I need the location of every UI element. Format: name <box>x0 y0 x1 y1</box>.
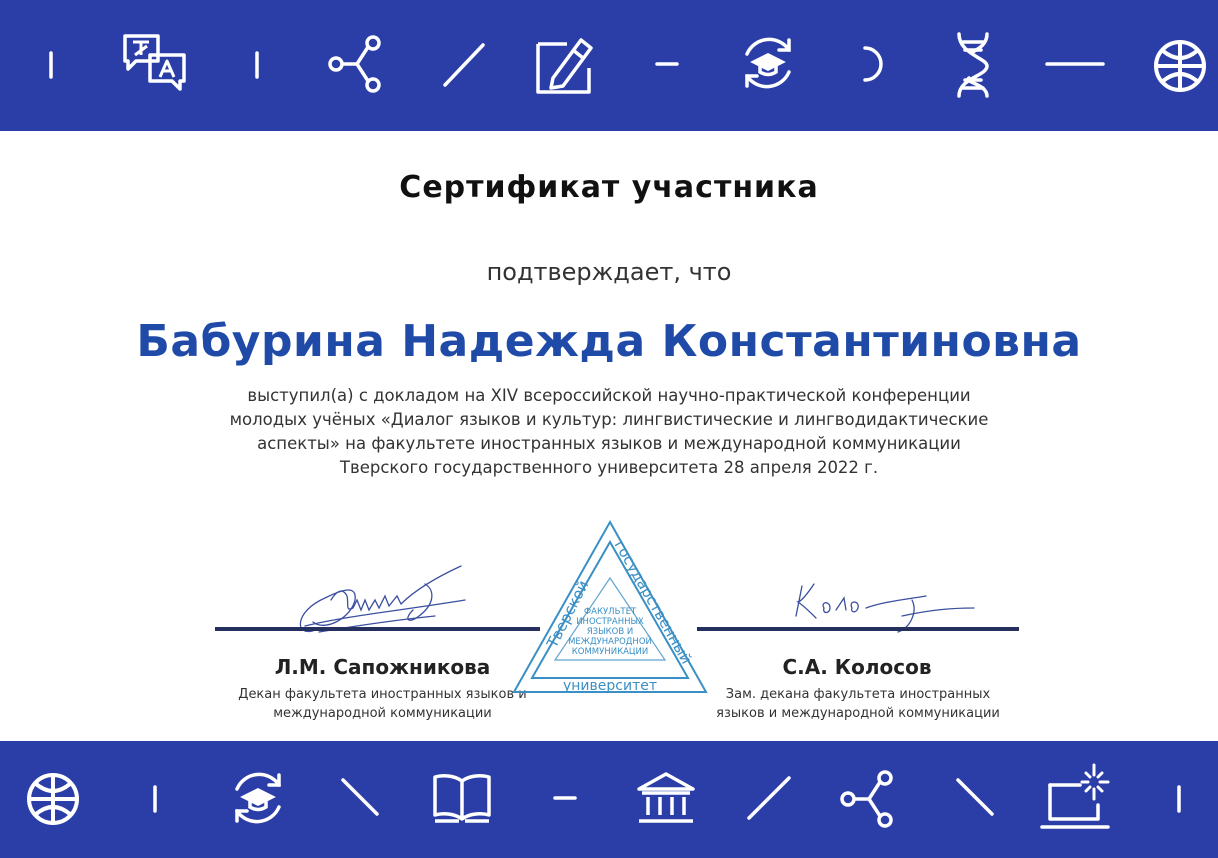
right-signatory-role <box>688 685 1028 723</box>
description-line: Тверского государственного университета 28 апреля 2022 г. <box>339 458 879 477</box>
stamp-inner-line: ЯЗЫКОВ И <box>586 627 634 637</box>
bar-mark-icon <box>46 51 56 79</box>
university-stamp <box>510 518 710 698</box>
role-line: языков и международной коммуникации <box>716 706 1000 721</box>
stamp-inner-line: КОММУНИКАЦИИ <box>571 647 649 657</box>
edit-document-icon <box>533 32 597 96</box>
bar-mark-icon <box>252 51 262 79</box>
left-signatory-role <box>205 685 560 723</box>
stamp-bottom-text: университет <box>562 678 658 694</box>
backslash-mark-icon <box>340 777 380 817</box>
basketball-icon <box>25 771 81 827</box>
description-line: выступил(а) с докладом на XIV всероссийской научно-практической конференции <box>247 386 971 405</box>
arc-mark-icon <box>861 44 885 84</box>
open-book-icon <box>432 773 492 825</box>
role-line: Зам. декана факультета иностранных <box>725 687 991 702</box>
network-nodes-icon <box>839 769 895 829</box>
description-line: аспекты» на факультете иностранных языков и международной коммуникации <box>257 434 961 453</box>
slash-mark-icon <box>442 42 486 88</box>
stamp-inner-line: ИНОСТРАННЫХ <box>576 617 644 627</box>
graduation-cycle-icon <box>737 32 799 94</box>
laptop-spark-icon <box>1040 761 1112 831</box>
certificate-title: Сертификат участника <box>399 170 819 205</box>
bottom-decorative-band <box>0 741 1218 858</box>
stamp-inner-line: МЕЖДУНАРОДНОЙ <box>568 637 652 647</box>
dash-mark-icon <box>553 795 577 801</box>
dna-icon <box>953 32 993 98</box>
right-signature-line <box>697 627 1019 631</box>
graduation-cycle-icon <box>227 767 289 829</box>
role-line: Декан факультета иностранных языков и <box>238 687 527 702</box>
left-signatory-name: Л.М. Сапожникова <box>274 655 491 679</box>
role-line: международной коммуникации <box>273 706 492 721</box>
slash-mark-icon <box>746 775 792 821</box>
bar-mark-icon <box>1174 785 1184 813</box>
dash-mark-icon <box>655 61 679 67</box>
confirmation-text: подтверждает, что <box>486 258 732 286</box>
dean-signature <box>285 560 495 650</box>
stamp-right-text: государственный <box>610 537 696 668</box>
backslash-mark-icon <box>955 777 995 817</box>
right-signatory-name: С.А. Колосов <box>782 655 932 679</box>
left-signature-line <box>215 627 540 631</box>
museum-icon <box>636 771 696 825</box>
description-line: молодых учёных «Диалог языков и культур: лингвистические и лингводидактические <box>229 410 989 429</box>
network-nodes-icon <box>327 34 383 94</box>
long-dash-mark-icon <box>1045 61 1105 67</box>
bar-mark-icon <box>150 785 160 813</box>
top-decorative-band <box>0 0 1218 131</box>
participant-name: Бабурина Надежда Константиновна <box>136 316 1082 367</box>
stamp-left-text: Тверской <box>543 577 593 651</box>
certificate-description <box>200 384 1018 480</box>
translate-icon <box>122 33 188 93</box>
stamp-inner-line: ФАКУЛЬТЕТ <box>583 607 637 617</box>
basketball-icon <box>1152 38 1208 94</box>
